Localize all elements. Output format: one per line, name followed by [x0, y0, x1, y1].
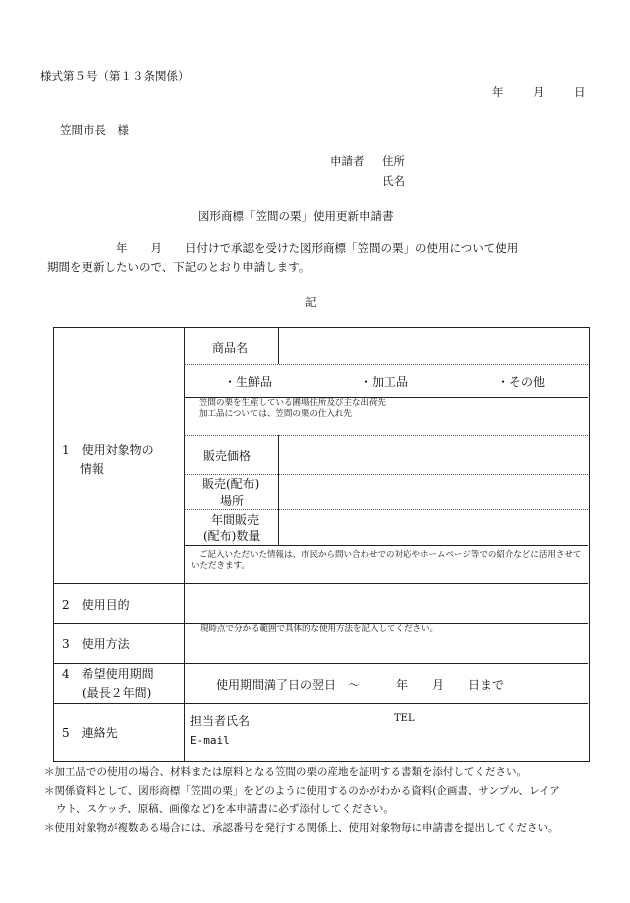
- contact-email-label: E-mail: [190, 734, 230, 747]
- application-table: [53, 327, 590, 762]
- place-label-line1: 販売(配布): [202, 477, 260, 491]
- product-name-label: 商品名: [212, 341, 249, 355]
- date-year: 年: [492, 85, 504, 99]
- footnote-2: ＊関係資料として、図形商標「笠間の栗」をどのように使用するのかがわかる資料(企画書、サンプル、レイア: [44, 785, 560, 797]
- quantity-label-line1: 年間販売: [211, 513, 260, 527]
- body-line-2: 期間を更新したいので、下記のとおり申請します。: [47, 260, 311, 274]
- applicant-name-label: 氏名: [382, 174, 405, 188]
- origin-note-line2: 加工品については、笠間の栗の仕入れ先: [199, 409, 352, 419]
- section1-label-line2: 情報: [80, 462, 105, 476]
- date-day: 日: [574, 85, 586, 99]
- document-title: 図形商標「笠間の栗」使用更新申請書: [198, 209, 394, 223]
- contact-person-label: 担当者氏名: [190, 714, 251, 728]
- section5-label: 5 連絡先: [62, 726, 118, 740]
- footnote-1: ＊加工品での使用の場合、材料または原料となる笠間の栗の産地を証明する書類を添付してください。: [44, 766, 527, 778]
- quantity-field[interactable]: [280, 511, 586, 544]
- usage-note: 現時点で分かる範囲で具体的な使用方法を記入してください。: [200, 624, 439, 634]
- section3-label: 3 使用方法: [62, 637, 130, 651]
- place-label-line2: 場所: [220, 494, 245, 508]
- category-fresh[interactable]: ・生鮮品: [224, 375, 273, 389]
- period-text: 使用期間満了日の翌日 ～ 年 月 日まで: [216, 678, 505, 692]
- section1-label-line1: 1 使用対象物の: [62, 443, 154, 457]
- addressee: 笠間市長 様: [60, 123, 129, 137]
- product-name-field[interactable]: [332, 330, 587, 363]
- contact-tel-label: TEL: [394, 713, 415, 724]
- form-number: 様式第５号（第１３条関係）: [40, 69, 190, 83]
- footnote-2-continued: ウト、スケッチ、原稿、画像など)を本申請書に必ず添付してください。: [56, 803, 394, 815]
- date-month: 月: [533, 85, 545, 99]
- usage-field[interactable]: [186, 636, 586, 662]
- purpose-field[interactable]: [186, 585, 586, 622]
- origin-note: [199, 398, 579, 420]
- price-label: 販売価格: [203, 449, 252, 463]
- applicant-label: 申請者: [330, 154, 365, 168]
- body-line-1: 年 月 日付けで承認を受けた図形商標「笠間の栗」の使用について使用: [116, 241, 519, 255]
- section4-label-line2: (最長２年間): [82, 686, 152, 700]
- section2-label: 2 使用目的: [62, 598, 130, 612]
- info-note: ご記入いただいた情報は、市民から問い合わせでの対応やホームページ等での紹介などに活用させていただきます。: [191, 550, 582, 571]
- category-other[interactable]: ・その他: [497, 375, 546, 389]
- applicant-address-label: 住所: [382, 154, 405, 168]
- price-field[interactable]: [280, 437, 586, 473]
- ki-heading: 記: [305, 295, 317, 309]
- place-field[interactable]: [280, 476, 586, 508]
- footnote-3: ＊使用対象物が複数ある場合には、承認番号を発行する関係上、使用対象物毎に申請書を提出してください。: [44, 822, 559, 834]
- section4-label-line1: 4 希望使用期間: [62, 667, 154, 681]
- quantity-label-line2: (配布)数量: [203, 529, 261, 543]
- origin-note-line1: 笠間の栗を生産している圃場住所及び主な出荷先: [199, 398, 387, 408]
- category-processed[interactable]: ・加工品: [360, 375, 409, 389]
